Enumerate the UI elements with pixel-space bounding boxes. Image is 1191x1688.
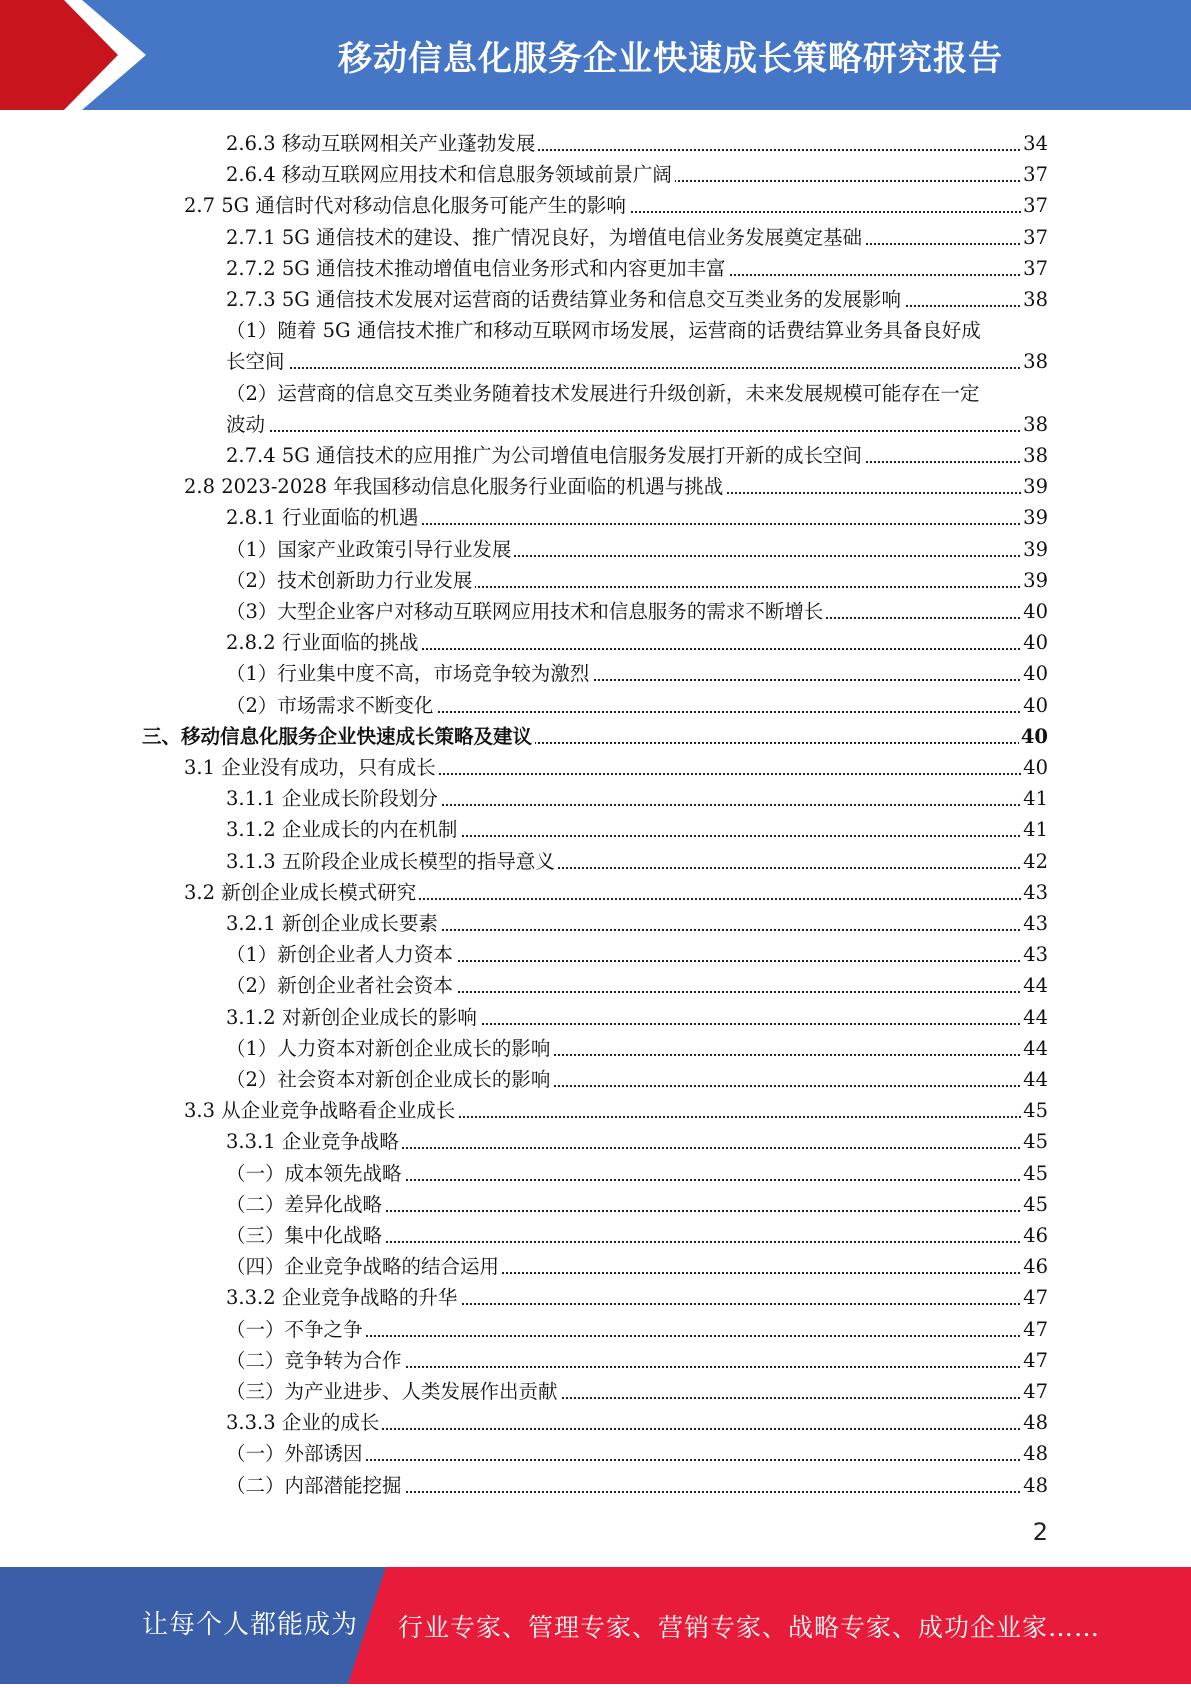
toc-entry-title: （二）差异化战略: [226, 1193, 385, 1216]
toc-entry[interactable]: [226, 939, 1048, 970]
toc-entry-title: （三）集中化战略: [226, 1224, 385, 1247]
toc-entry-page: 41: [1021, 814, 1048, 845]
toc-entry[interactable]: [226, 284, 1048, 315]
toc-entry-title: 3.1.1 企业成长阶段划分: [226, 787, 441, 810]
toc-entry-page: 47: [1021, 1376, 1048, 1407]
toc-entry[interactable]: [226, 783, 1048, 814]
toc-entry[interactable]: [226, 596, 1048, 627]
toc-entry-page: 47: [1021, 1314, 1048, 1345]
toc-leader-dots: [226, 430, 1024, 432]
toc-entry-page: 48: [1021, 1470, 1048, 1501]
toc-entry-page: 46: [1021, 1220, 1048, 1251]
toc-entry[interactable]: [142, 721, 1048, 752]
toc-entry-page: 40: [1021, 658, 1048, 689]
toc-entry[interactable]: [184, 877, 1048, 908]
toc-entry[interactable]: [226, 1470, 1048, 1501]
toc-entry[interactable]: [184, 471, 1048, 502]
toc-entry-page: 38: [1021, 409, 1048, 440]
toc-entry[interactable]: [226, 814, 1048, 845]
toc-entry-title: （三）为产业进步、人类发展作出贡献: [226, 1380, 561, 1403]
toc-entry[interactable]: [226, 1002, 1048, 1033]
toc-entry-page: 48: [1021, 1438, 1048, 1469]
toc-entry-page: 38: [1021, 346, 1048, 377]
toc-entry-page: 44: [1021, 970, 1048, 1001]
toc-entry[interactable]: [226, 253, 1048, 284]
toc-entry-title: 长空间: [226, 350, 288, 373]
toc-entry-title: 2.6.4 移动互联网应用技术和信息服务领域前景广阔: [226, 163, 675, 186]
toc-entry-page: 45: [1021, 1158, 1048, 1189]
toc-entry-title: 3.3 从企业竞争战略看企业成长: [184, 1099, 458, 1122]
toc-entry-title: 3.2.1 新创企业成长要素: [226, 912, 441, 935]
toc-entry[interactable]: [226, 658, 1048, 689]
toc-entry-page: 40: [1021, 752, 1048, 783]
toc-entry-title: （1）国家产业政策引导行业发展: [226, 538, 514, 561]
toc-entry-page: 47: [1021, 1345, 1048, 1376]
toc-entry[interactable]: [226, 627, 1048, 658]
toc-entry-title: （2）新创企业者社会资本: [226, 974, 456, 997]
toc-entry[interactable]: [226, 159, 1048, 190]
toc-entry-title: （四）企业竞争战略的结合运用: [226, 1255, 502, 1278]
toc-entry-page: 44: [1021, 1033, 1048, 1064]
toc-entry-page: 37: [1021, 190, 1048, 221]
toc-entry-page: 37: [1021, 222, 1048, 253]
toc-entry-page: 43: [1021, 877, 1048, 908]
toc-entry[interactable]: [226, 1345, 1048, 1376]
toc-entry-page: 37: [1021, 253, 1048, 284]
toc-entry[interactable]: [226, 1251, 1048, 1282]
toc-entry-title: （1）随着 5G 通信技术推广和移动互联网市场发展，运营商的话费结算业务具备良好成: [226, 319, 984, 342]
toc-entry[interactable]: [226, 970, 1048, 1001]
page-footer: [0, 1567, 1191, 1684]
toc-entry-page: 44: [1021, 1002, 1048, 1033]
toc-entry[interactable]: [184, 1095, 1048, 1126]
toc-entry-title: 3.3.2 企业竞争战略的升华: [226, 1286, 460, 1309]
report-title: 移动信息化服务企业快速成长策略研究报告: [338, 38, 1003, 79]
toc-entry-title: 波动: [226, 413, 268, 436]
toc-entry-page: 45: [1021, 1126, 1048, 1157]
toc-entry[interactable]: [226, 1282, 1048, 1313]
toc-entry-title: 3.2 新创企业成长模式研究: [184, 881, 419, 904]
toc-entry-title: （2）运营商的信息交互类业务随着技术发展进行升级创新，未来发展规模可能存在一定: [226, 382, 982, 405]
toc-entry[interactable]: [226, 502, 1048, 533]
toc-entry-title: 2.7.4 5G 通信技术的应用推广为公司增值电信服务发展打开新的成长空间: [226, 444, 865, 467]
toc-entry[interactable]: [226, 1064, 1048, 1095]
toc-entry-title: （2）市场需求不断变化: [226, 694, 436, 717]
toc-entry-page: 47: [1021, 1282, 1048, 1313]
toc-entry-title: （1）人力资本对新创企业成长的影响: [226, 1037, 553, 1060]
toc-entry[interactable]: [226, 378, 1048, 409]
toc-entry-page: 41: [1021, 783, 1048, 814]
toc-entry-title: 2.7.1 5G 通信技术的建设、推广情况良好，为增值电信业务发展奠定基础: [226, 226, 865, 249]
toc-entry[interactable]: [226, 1189, 1048, 1220]
toc-entry-page: 38: [1021, 440, 1048, 471]
toc-entry[interactable]: [226, 1033, 1048, 1064]
toc-entry[interactable]: [226, 534, 1048, 565]
toc-entry-title: 2.7.2 5G 通信技术推动增值电信业务形式和内容更加丰富: [226, 257, 729, 280]
toc-entry-title: （3）大型企业客户对移动互联网应用技术和信息服务的需求不断增长: [226, 600, 826, 623]
toc-entry-page: 43: [1021, 939, 1048, 970]
toc-entry-page: 40: [1019, 721, 1048, 752]
toc-entry-title: 2.7.3 5G 通信技术发展对运营商的话费结算业务和信息交互类业务的发展影响: [226, 288, 904, 311]
toc-entry-page: 34: [1021, 128, 1048, 159]
toc-entry[interactable]: [226, 1376, 1048, 1407]
toc-entry-title: （二）内部潜能挖掘: [226, 1474, 405, 1497]
toc-entry[interactable]: [226, 846, 1048, 877]
toc-entry-title: （2）技术创新助力行业发展: [226, 569, 475, 592]
toc-entry-page: 43: [1021, 908, 1048, 939]
toc-entry-page: 39: [1021, 565, 1048, 596]
toc-leader-dots: [226, 367, 1024, 369]
toc-entry-page: 38: [1021, 284, 1048, 315]
toc-entry-page: 42: [1021, 846, 1048, 877]
toc-entry-title: 三、移动信息化服务企业快速成长策略及建议: [142, 725, 535, 748]
toc-entry-page: 40: [1021, 627, 1048, 658]
footer-slogan-left: 让每个人都能成为: [142, 1610, 359, 1640]
toc-entry-title: （一）成本领先战略: [226, 1162, 405, 1185]
toc-entry-page: 40: [1021, 690, 1048, 721]
toc-entry-title: 3.1.2 对新创企业成长的影响: [226, 1006, 480, 1029]
toc-entry[interactable]: [226, 128, 1048, 159]
toc-entry-title: 2.7 5G 通信时代对移动信息化服务可能产生的影响: [184, 194, 629, 217]
toc-entry[interactable]: [184, 752, 1048, 783]
toc-entry[interactable]: [226, 1438, 1048, 1469]
toc-entry[interactable]: [226, 1407, 1048, 1438]
toc-entry-page: 39: [1021, 471, 1048, 502]
toc-entry[interactable]: [226, 1126, 1048, 1157]
toc-entry[interactable]: [226, 409, 1048, 440]
toc-entry[interactable]: [226, 440, 1048, 471]
footer-slogan-right: 行业专家、管理专家、营销专家、战略专家、成功企业家……: [398, 1613, 1101, 1642]
toc-entry-title: （一）不争之争: [226, 1318, 366, 1341]
toc-entry[interactable]: [226, 1314, 1048, 1345]
toc-entry-page: 44: [1021, 1064, 1048, 1095]
toc-entry[interactable]: [226, 1220, 1048, 1251]
toc-entry-title: （1）行业集中度不高，市场竞争较为激烈: [226, 662, 592, 685]
toc-entry-page: 45: [1021, 1095, 1048, 1126]
toc-entry[interactable]: [226, 908, 1048, 939]
toc-entry[interactable]: [184, 190, 1048, 221]
page-header: [0, 0, 1191, 110]
toc-entry-page: 39: [1021, 502, 1048, 533]
toc-entry[interactable]: [226, 222, 1048, 253]
toc-entry-page: 37: [1021, 159, 1048, 190]
toc-entry[interactable]: [226, 315, 1048, 346]
toc-entry[interactable]: [226, 346, 1048, 377]
toc-entry-page: 46: [1021, 1251, 1048, 1282]
toc-entry-title: 3.3.3 企业的成长: [226, 1411, 382, 1434]
toc-entry-page: 40: [1021, 596, 1048, 627]
toc-entry-page: 48: [1021, 1407, 1048, 1438]
toc-entry-page: 39: [1021, 534, 1048, 565]
toc-entry-title: （1）新创企业者人力资本: [226, 943, 456, 966]
toc-entry-title: 3.3.1 企业竞争战略: [226, 1130, 402, 1153]
toc-entry-title: 2.8.1 行业面临的机遇: [226, 506, 421, 529]
toc-entry-title: 3.1.3 五阶段企业成长模型的指导意义: [226, 850, 558, 873]
toc-entry[interactable]: [226, 565, 1048, 596]
chevron-arrow-icon: [0, 0, 160, 110]
toc-entry[interactable]: [226, 690, 1048, 721]
toc-entry-title: （2）社会资本对新创企业成长的影响: [226, 1068, 553, 1091]
toc-entry-title: （一）外部诱因: [226, 1442, 366, 1465]
toc-entry-title: （二）竞争转为合作: [226, 1349, 405, 1372]
toc-entry-title: 2.8.2 行业面临的挑战: [226, 631, 421, 654]
page-number: 2: [1032, 1518, 1048, 1546]
toc-entry-title: 2.6.3 移动互联网相关产业蓬勃发展: [226, 132, 538, 155]
toc-entry-title: 3.1.2 企业成长的内在机制: [226, 818, 460, 841]
toc-entry-title: 2.8 2023-2028 年我国移动信息化服务行业面临的机遇与挑战: [184, 475, 726, 498]
toc-entry-title: 3.1 企业没有成功，只有成长: [184, 756, 439, 779]
toc-entry-page: 45: [1021, 1189, 1048, 1220]
toc-entry[interactable]: [226, 1158, 1048, 1189]
